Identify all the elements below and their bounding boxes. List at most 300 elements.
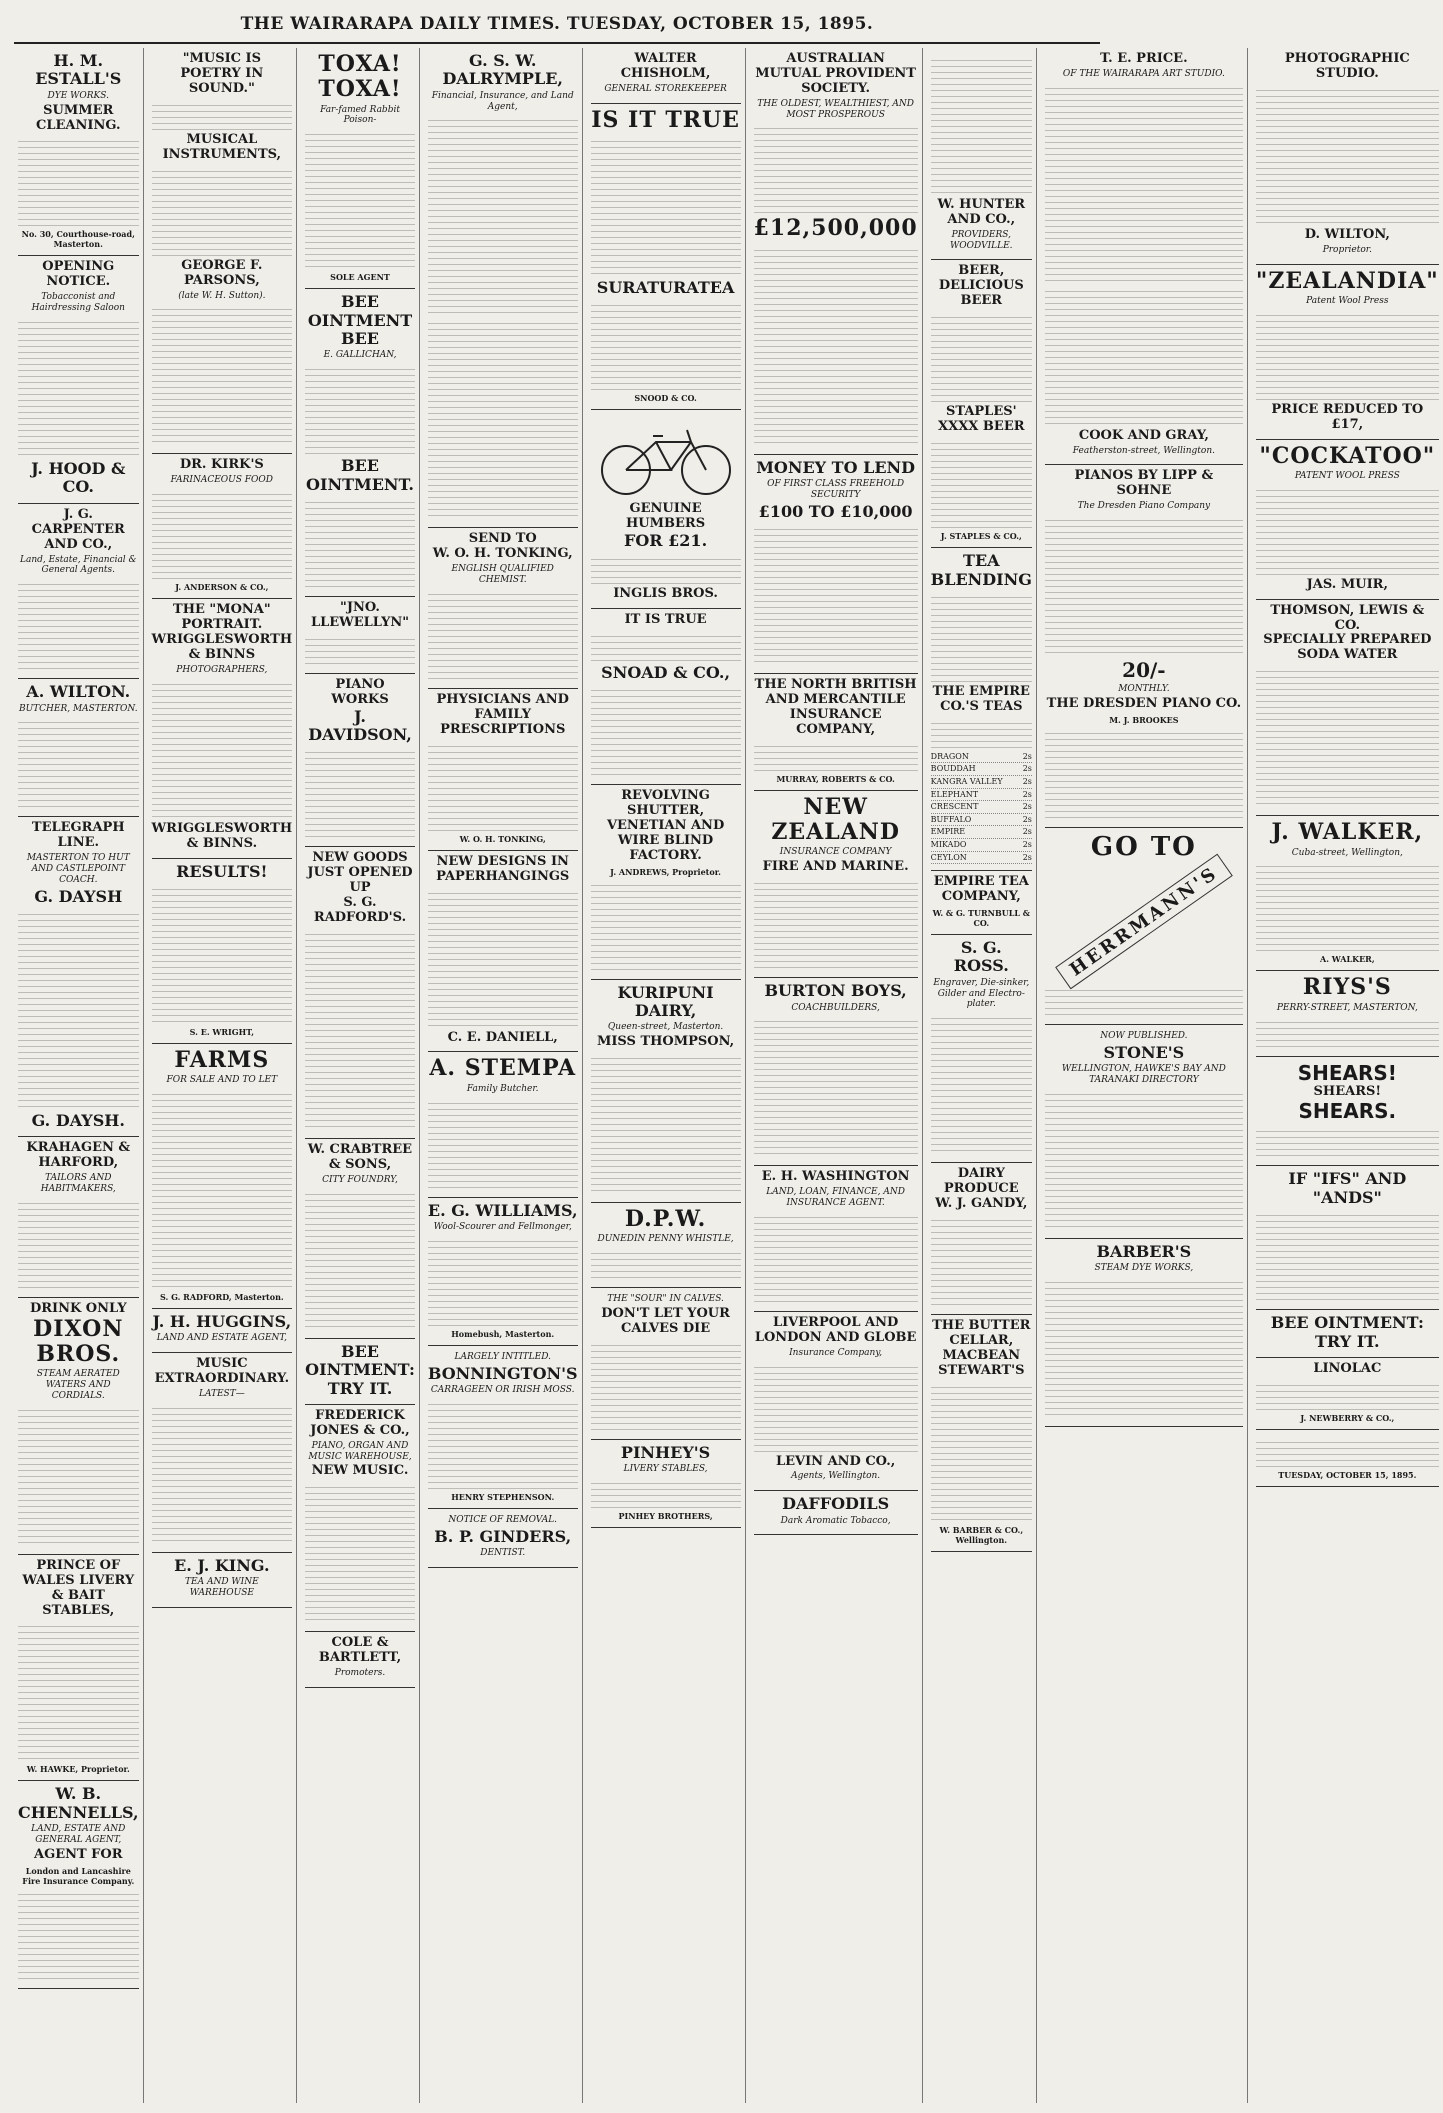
ad-zealandia (1256, 265, 1439, 440)
ad-pinhey (591, 1440, 741, 1528)
ad-title: GEORGE F. PARSONS, (181, 257, 263, 288)
ad-title: BONNINGTON'S (427, 1363, 578, 1383)
body-text (1256, 1437, 1439, 1467)
ad-heading: PHOTOGRAPHIC STUDIO. (1284, 51, 1410, 81)
ad-wilton (18, 679, 139, 817)
ad-dpw (591, 1203, 741, 1288)
body-text (152, 1089, 293, 1289)
body-text (152, 166, 293, 256)
ad-subtitle: THE OLDEST, WEALTHIEST, AND MOST PROSPEROUS (757, 98, 914, 120)
body-text (1045, 1277, 1243, 1417)
column-8 (1041, 48, 1248, 2103)
ad-subtitle: Wool-Scourer and Fellmonger, (433, 1221, 572, 1232)
ad-physicians (428, 689, 578, 851)
ad-title: S. G. ROSS. (953, 938, 1009, 976)
ad-hawke (18, 1555, 139, 1782)
ad-title: HERRMANN'S (1055, 854, 1233, 990)
ad-heading: "JNO. LLEWELLYN" (310, 599, 410, 630)
body-text (1045, 515, 1243, 655)
ad-signature: (late W. H. Sutton). (178, 290, 266, 301)
ad-heading: SHEARS! (1297, 1060, 1397, 1085)
ad-heading: THE BUTTER CELLAR, (932, 1318, 1031, 1348)
ad-barbers (1045, 1239, 1243, 1427)
ad-title: PINHEY'S (620, 1442, 711, 1462)
body-text (1256, 666, 1439, 806)
ad-subtitle: COACHBUILDERS, (791, 1002, 880, 1013)
ad-subtitle: OF THE WAIRARAPA ART STUDIO. (1062, 68, 1225, 79)
ad-empire (931, 871, 1032, 935)
body-text (1256, 485, 1439, 575)
column-2 (148, 48, 298, 2103)
body-text (591, 880, 741, 970)
body-text (18, 579, 139, 669)
body-text (1045, 985, 1243, 1015)
body-text (152, 100, 293, 130)
ad-heading: GENUINE HUMBERS (626, 501, 706, 532)
ad-heading: FIRE AND MARINE. (762, 859, 909, 875)
ad-heading: SEND TO (468, 531, 537, 547)
ad-title: NEW ZEALAND (771, 793, 900, 846)
ad-heading: IT IS TRUE (624, 611, 707, 627)
ad-bonnington (428, 1346, 578, 1509)
ad-title: RIYS'S (1302, 974, 1392, 1001)
tea-price: 2s (1022, 777, 1032, 786)
ad-title: KRAHAGEN & HARFORD, (26, 1140, 131, 1171)
body-text (18, 1889, 139, 1979)
ad-paperhangings (428, 851, 578, 1053)
column-7 (927, 48, 1037, 2103)
ad-ginders (428, 1509, 578, 1568)
ad-linolac (1256, 1358, 1439, 1430)
ad-heading: IS IT TRUE (591, 106, 740, 133)
ad-title: DIXON BROS. (33, 1315, 124, 1368)
ad-heading: MONEY TO LEND (756, 457, 916, 477)
imprint-date: TUESDAY, OCTOBER 15, 1895. (1278, 1469, 1417, 1480)
ad-subtitle: Queen-street, Masterton. (607, 1022, 724, 1033)
ad-heading: NOTICE OF REMOVAL. (448, 1514, 558, 1525)
ad-opening (18, 256, 139, 503)
ad-title: SNOAD & CO., (601, 662, 731, 682)
ad-signature: G. DAYSH. (31, 1110, 125, 1130)
body-text (428, 1399, 578, 1489)
ad-title: D.P.W. (624, 1206, 707, 1233)
ad-heading: LARGELY INTITLED. (454, 1351, 551, 1362)
tea-name: MIKADO (930, 839, 967, 849)
ad-lipp (1045, 465, 1243, 827)
body-text (931, 1382, 1032, 1522)
ad-heading: PIANOS BY LIPP & SOHNE (1074, 468, 1214, 499)
column-3 (301, 48, 420, 2103)
ad-title: BURTON BOYS, (764, 981, 907, 1001)
ad-title: INGLIS BROS. (613, 585, 718, 601)
body-text (18, 1621, 139, 1761)
list-item (931, 763, 1032, 776)
ad-subtitle: DON'T LET YOUR CALVES DIE (601, 1305, 730, 1336)
ad-thomson (1256, 600, 1439, 817)
ad-title: STONE'S (1103, 1042, 1185, 1062)
list-item (931, 776, 1032, 789)
masthead (14, 6, 1100, 44)
ad-title: H. M. ESTALL'S (35, 51, 122, 89)
ad-signature: PINHEY BROTHERS, (618, 1511, 713, 1522)
ad-title: COLE & BARTLETT, (318, 1635, 402, 1666)
ad-money (754, 455, 918, 674)
tea-price: 2s (1022, 802, 1032, 812)
tea-price: 2s (1022, 764, 1032, 774)
ad-subtitle: BUTCHER, MASTERTON. (18, 703, 138, 714)
ad-heading: FARMS (174, 1046, 270, 1073)
list-item (931, 801, 1032, 814)
list-item (931, 839, 1032, 852)
ad-gandy (931, 1163, 1032, 1315)
ad-results (152, 859, 293, 1044)
body-text (1045, 286, 1243, 426)
ad-signature: W. HAWKE, Proprietor. (26, 1764, 130, 1775)
ad-subtitle: Promoters. (334, 1668, 386, 1679)
ad-title: EMPIRE TEA COMPANY, (933, 874, 1029, 905)
ad-subtitle: Cuba-street, Wellington, (1291, 847, 1403, 858)
column-9 (1252, 48, 1443, 2103)
ad-subtitle: SURATURATEA (596, 277, 735, 297)
ad-subtitle: E. GALLICHAN, (323, 350, 397, 361)
column-5 (587, 48, 746, 2103)
ad-farms (152, 1044, 293, 1309)
ad-subtitle: MONTHLY. (1118, 684, 1170, 695)
body-text (305, 129, 415, 269)
ad-amp (754, 48, 918, 455)
tea-name: BUFFALO (930, 814, 972, 824)
ad-kirk (152, 454, 293, 599)
ad-heading: G. DAYSH (34, 886, 123, 906)
ad-title: B. P. GINDERS, (434, 1526, 572, 1546)
body-text (931, 312, 1032, 402)
body-text (428, 888, 578, 1028)
ad-heading: BEE OINTMENT BEE (307, 292, 413, 348)
ad-ifs (1256, 1166, 1439, 1310)
ad-title: THE DRESDEN PIANO CO. (1046, 695, 1242, 711)
ad-heading: TEA BLENDING (930, 551, 1032, 589)
ad-title: AUSTRALIAN MUTUAL PROVIDENT SOCIETY. (755, 51, 916, 96)
ad-dalrymple (428, 48, 578, 528)
ad-subtitle: Family Butcher. (466, 1083, 539, 1094)
tea-name: KANGRA VALLEY (930, 777, 1003, 786)
body-text (305, 1482, 415, 1622)
tea-name: ELEPHANT (930, 789, 979, 799)
ad-signature: A. WALKER, (1320, 954, 1375, 965)
ad-title: WALTER CHISHOLM, (620, 51, 711, 81)
ad-subtitle: Patent Wool Press (1306, 295, 1389, 306)
ad-title: PRICE REDUCED TO £17, (1271, 401, 1424, 432)
bicycle-illustration (591, 418, 741, 498)
body-text (931, 718, 1032, 748)
ad-subtitle: LATEST— (198, 1389, 245, 1400)
body-text (305, 634, 415, 664)
ad-title: J. G. CARPENTER AND CO., (31, 506, 125, 552)
body-text (754, 878, 918, 968)
tea-name: CEYLON (930, 852, 967, 862)
ad-heading: NEW MUSIC. (311, 1463, 409, 1479)
ad-heading: TOXA! TOXA! (318, 51, 402, 103)
body-text (305, 747, 415, 837)
ad-signature: S. E. WRIGHT, (189, 1026, 255, 1037)
body-text (152, 489, 293, 579)
body-text (305, 1189, 415, 1329)
body-text (754, 1212, 918, 1302)
ad-signature: Homebush, Masterton. (451, 1328, 555, 1339)
tea-price-list (931, 751, 1032, 864)
ad-title: J. DAVIDSON, (308, 706, 412, 745)
ad-heading: AGENT FOR (34, 1846, 123, 1862)
ad-heading: NEW GOODS JUST OPENED UP (307, 850, 413, 896)
body-text (152, 884, 293, 1024)
ad-toxa (305, 48, 415, 289)
ad-title: E. G. WILLIAMS, (427, 1200, 578, 1220)
ad-daffodils (754, 1491, 918, 1535)
body-text (591, 554, 741, 584)
body-text (305, 929, 415, 1129)
ad-subtitle: FARINACEOUS FOOD (170, 475, 274, 486)
ad-title: STAPLES' XXXX BEER (938, 404, 1025, 435)
body-text (754, 1362, 918, 1452)
body-text (1256, 1017, 1439, 1047)
ad-title: WRIGGLESWORTH & BINNS (151, 631, 293, 662)
ad-chennells (18, 1781, 139, 1988)
body-text (305, 364, 415, 454)
body-text (152, 1403, 293, 1543)
list-item (931, 789, 1032, 802)
ad-subtitle: PATENT WOOL PRESS (1294, 470, 1400, 481)
ad-title: J. H. HUGGINS, (152, 1312, 292, 1331)
ad-title: BARBER'S (1096, 1241, 1192, 1261)
ad-signature: W. O. H. TONKING, (459, 833, 546, 844)
ad-title: T. E. PRICE. (1100, 51, 1188, 66)
ad-tea (931, 548, 1032, 871)
ad-subtitle: FOR £21. (624, 531, 708, 551)
ad-signature: J. STAPLES & CO., (940, 531, 1022, 542)
body-text (305, 497, 415, 587)
list-item (931, 826, 1032, 839)
column-1 (14, 48, 144, 2103)
ad-liverpool (754, 1312, 918, 1491)
ad-title: THE NORTH BRITISH AND MERCANTILE INSURANCE COMPANY, (754, 677, 917, 737)
tea-name: DRAGON (930, 751, 969, 761)
ad-subtitle: WELLINGTON, HAWKE'S BAY AND TARANAKI DIRECTORY (1061, 1064, 1226, 1085)
ad-subtitle: GENERAL STOREKEEPER (604, 83, 727, 94)
ad-walker (1256, 816, 1439, 971)
ad-ross (931, 935, 1032, 1163)
ad-signature: WRIGGLESWORTH & BINNS. (151, 820, 293, 851)
ad-subtitle: SPECIALLY PREPARED SODA WATER (1263, 632, 1432, 663)
ad-heading: BEE OINTMENT: TRY IT. (305, 1341, 415, 1398)
body-text (591, 1478, 741, 1508)
ad-heading: REVOLVING SHUTTER, VENETIAN AND WIRE BLIND FACTORY. (606, 787, 725, 863)
tea-name: CRESCENT (930, 802, 979, 812)
ad-dixon (18, 1298, 139, 1555)
ad-butter (931, 1315, 1032, 1552)
ad-washington (754, 1166, 918, 1312)
ad-llewellyn (305, 597, 415, 674)
ad-goto (1045, 828, 1243, 1025)
ad-stones (1045, 1025, 1243, 1239)
ad-calves (591, 1288, 741, 1440)
body-text (18, 317, 139, 457)
ad-davidson (305, 674, 415, 848)
ad-is-it-true (591, 104, 741, 411)
ad-title: LIVERPOOL AND LONDON AND GLOBE (754, 1314, 917, 1345)
body-text (1256, 861, 1439, 951)
tea-price: 2s (1022, 839, 1032, 849)
tea-price: 2s (1022, 814, 1032, 824)
ad-title: A. STEMPA (429, 1055, 577, 1082)
ad-subtitle: THE EMPIRE CO.'S TEAS (932, 683, 1030, 714)
ad-subtitle: PROVIDERS, WOODVILLE. (950, 229, 1013, 251)
body-text (428, 741, 578, 831)
body-text (754, 524, 918, 664)
ad-title: D. WILTON, (1304, 226, 1390, 242)
ad-rotated-banner (1045, 862, 1243, 982)
body-text (1256, 1210, 1439, 1300)
ad-price (1045, 48, 1243, 465)
body-text (1256, 1380, 1439, 1410)
ad-signature: S. G. RADFORD, Masterton. (160, 1292, 284, 1302)
ad-heading: GO TO (1090, 831, 1197, 862)
tea-name: EMPIRE (930, 827, 966, 837)
ad-title: LEVIN AND CO., (775, 1453, 896, 1469)
ad-subtitle: DYE WORKS. (47, 90, 109, 101)
ad-title: COOK AND GRAY, (1078, 427, 1209, 443)
ad-subtitle: CITY FOUNDRY, (322, 1175, 398, 1186)
ad-heading: "COCKATOO" (1259, 442, 1436, 469)
ad-subtitle: TEA AND WINE WAREHOUSE (185, 1577, 259, 1599)
ad-shears (1256, 1057, 1439, 1167)
ad-subtitle: INSURANCE COMPANY (779, 847, 892, 858)
ad-subtitle: Far-famed Rabbit Poison- (320, 104, 400, 126)
ad-title: MISS THOMPSON, (596, 1034, 735, 1050)
ad-subtitle: Featherston-street, Wellington. (1072, 445, 1215, 456)
tea-price: 2s (1022, 789, 1032, 799)
ad-bee (305, 289, 415, 597)
ad-title: JAS. MUIR, (1306, 576, 1388, 592)
ad-subtitle: Engraver, Die-sinker, Gilder and Electro-plater. (933, 977, 1030, 1010)
ad-signature: SNOOD & CO. (634, 393, 697, 404)
ad-subtitle: DUNEDIN PENNY WHISTLE, (597, 1234, 734, 1245)
list-item (931, 751, 1032, 764)
masthead-title: THE WAIRARAPA DAILY TIMES. TUESDAY, OCTOBER 15, 1895. (240, 14, 874, 34)
body-text (18, 136, 139, 226)
body-text (754, 1016, 918, 1156)
ad-subtitle: Agents, Wellington. (791, 1471, 881, 1482)
ad-signature: W. & G. TURNBULL & CO. (932, 908, 1030, 929)
columns (14, 48, 1439, 2103)
tea-price: 2s (1022, 852, 1032, 862)
body-text (1045, 1089, 1243, 1229)
ad-subtitle: STEAM AERATED WATERS AND CORDIALS. (36, 1369, 120, 1401)
tea-price: 2s (1022, 751, 1032, 761)
ad-subtitle: ENGLISH QUALIFIED CHEMIST. (451, 564, 554, 586)
ad-title: G. S. W. DALRYMPLE, (442, 51, 563, 89)
ad-huggins (152, 1309, 293, 1353)
ad-bee-try-2 (1256, 1310, 1439, 1358)
ad-subtitle: Financial, Insurance, and Land Agent, (431, 90, 574, 112)
ad-heading: OPENING NOTICE. (42, 259, 115, 290)
ad-signature: J. NEWBERRY & CO., (1300, 1412, 1395, 1423)
ad-mona (152, 599, 293, 858)
body-text (1045, 728, 1243, 818)
body-text (754, 245, 918, 445)
body-text (428, 589, 578, 679)
ad-subtitle: LIVERY STABLES, (623, 1464, 708, 1475)
ad-kuripuni (591, 980, 741, 1204)
body-text (1256, 85, 1439, 225)
body-text (18, 1405, 139, 1545)
body-text (18, 1198, 139, 1288)
ad-title: E. J. KING. (174, 1555, 270, 1575)
ad-subtitle: LAND, ESTATE AND GENERAL AGENT, (31, 1824, 126, 1846)
ad-signature: M. J. BROOKES (1109, 714, 1179, 725)
ad-subtitle: STEAM DYE WORKS, (1094, 1263, 1194, 1274)
ad-title: J. WALKER, (1271, 819, 1424, 846)
body-text (1256, 310, 1439, 400)
body-text (152, 679, 293, 819)
ad-it-is-true (591, 609, 741, 785)
ad-subtitle: MASTERTON TO HUT AND CASTLEPOINT COACH. (26, 853, 130, 885)
ad-heading: PRINCE OF WALES LIVERY & BAIT STABLES, (22, 1557, 135, 1618)
ad-heading: DAIRY PRODUCE (943, 1166, 1019, 1197)
ad-subtitle: PIANO, ORGAN AND MUSIC WAREHOUSE, (308, 1440, 412, 1462)
ad-king (152, 1553, 293, 1608)
body-text (18, 717, 139, 807)
ad-humbers (591, 410, 741, 608)
ad-burton (754, 978, 918, 1166)
ad-heading: THE "SOUR" IN CALVES. (607, 1294, 724, 1305)
ad-new-zealand (754, 791, 918, 978)
body-text (931, 55, 1032, 195)
ad-cole (305, 1632, 415, 1688)
ad-cockatoo (1256, 440, 1439, 600)
ad-subtitle: PERRY-STREET, MASTERTON, (1276, 1002, 1418, 1013)
ad-title: A. WILTON. (26, 682, 131, 702)
ad-title: J. ANDREWS, Proprietor. (610, 866, 721, 877)
body-text (591, 136, 741, 276)
ad-heading: LINOLAC (1313, 1361, 1382, 1377)
ad-title: W. CRABTREE & SONS, (307, 1142, 413, 1173)
ad-carpenter (18, 504, 139, 679)
ad-subtitle: DENTIST. (480, 1547, 526, 1558)
body-text (591, 1053, 741, 1193)
ad-heading: SUMMER CLEANING. (36, 102, 121, 133)
ad-signature: SOLE AGENT (330, 272, 390, 283)
ad-title: TELEGRAPH LINE. (31, 820, 125, 851)
ad-subtitle: CARRAGEEN OR IRISH MOSS. (430, 1384, 575, 1395)
ad-heading: W. HUNTER AND CO., (937, 197, 1026, 227)
ad-title: S. G. RADFORD'S. (313, 895, 407, 926)
ad-title: W. B. CHENNELLS, (18, 1784, 139, 1822)
body-text (591, 631, 741, 661)
body-text (931, 592, 1032, 682)
ad-title: FREDERICK JONES & CO., (310, 1408, 410, 1438)
ad-riys (1256, 971, 1439, 1056)
ad-signature: MURRAY, ROBERTS & CO. (776, 773, 895, 784)
ad-subtitle: SHEARS! (1313, 1083, 1382, 1099)
ad-subtitle: OF FIRST CLASS FREEHOLD SECURITY (767, 479, 905, 500)
ad-heading: NOW PUBLISHED. (1100, 1030, 1188, 1041)
ad-williams (428, 1198, 578, 1346)
column-6 (750, 48, 923, 2103)
body-text (1256, 1126, 1439, 1156)
ad-subtitle: PHOTOGRAPHERS, (176, 664, 268, 675)
body-text (428, 318, 578, 518)
ad-subtitle: MACBEAN STEWART'S (938, 1347, 1025, 1378)
